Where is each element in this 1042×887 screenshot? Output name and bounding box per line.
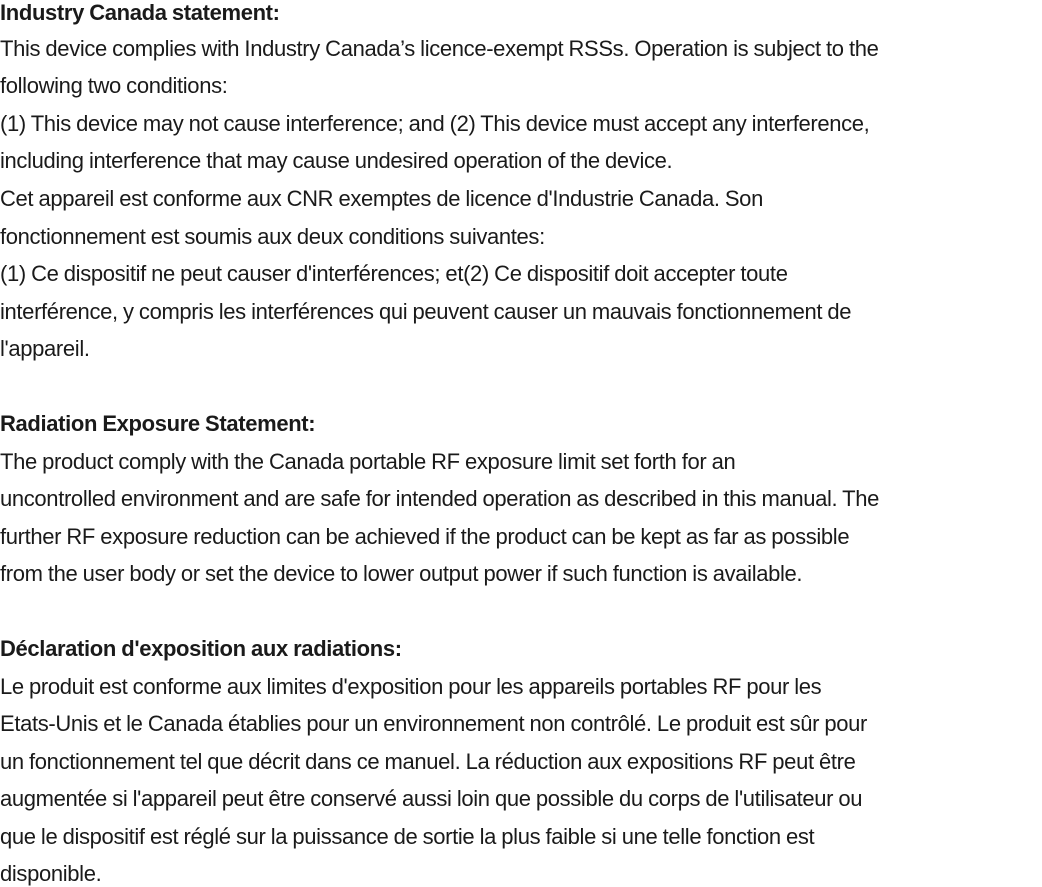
paragraph-line: Le produit est conforme aux limites d'exposition pour les appareils portables RF pour les — [0, 674, 822, 699]
industry-canada-heading: Industry Canada statement: — [0, 0, 280, 25]
paragraph-line: que le dispositif est réglé sur la puissance de sortie la plus faible si une telle fonction est — [0, 824, 815, 849]
paragraph-line: Etats-Unis et le Canada établies pour un environnement non contrôlé. Le produit est sûr pour — [0, 711, 868, 736]
paragraph-line: l'appareil. — [0, 336, 90, 361]
paragraph-line: Cet appareil est conforme aux CNR exemptes de licence d'Industrie Canada. Son — [0, 186, 763, 211]
paragraph-line: (1) This device may not cause interference; and (2) This device must accept any interference, — [0, 111, 870, 136]
paragraph-line: further RF exposure reduction can be achieved if the product can be kept as far as possible — [0, 524, 850, 549]
paragraph-line: from the user body or set the device to lower output power if such function is available. — [0, 561, 803, 586]
paragraph-line: uncontrolled environment and are safe for intended operation as described in this manual. The — [0, 486, 880, 511]
paragraph-line: augmentée si l'appareil peut être conservé aussi loin que possible du corps de l'utilisateur ou — [0, 786, 863, 811]
paragraph-line: interférence, y compris les interférences qui peuvent causer un mauvais fonctionnement de — [0, 299, 852, 324]
paragraph-line: This device complies with Industry Canada’s licence-exempt RSSs. Operation is subject to the — [0, 36, 879, 61]
paragraph-line: fonctionnement est soumis aux deux conditions suivantes: — [0, 224, 545, 249]
radiation-exposure-heading: Radiation Exposure Statement: — [0, 411, 316, 436]
declaration-exposition-heading: Déclaration d'exposition aux radiations: — [0, 636, 402, 661]
paragraph-line: including interference that may cause undesired operation of the device. — [0, 148, 673, 173]
paragraph-line: following two conditions: — [0, 73, 228, 98]
paragraph-line: (1) Ce dispositif ne peut causer d'interférences; et(2) Ce dispositif doit accepter toute — [0, 261, 788, 286]
paragraph-line: un fonctionnement tel que décrit dans ce manuel. La réduction aux expositions RF peut être — [0, 749, 856, 774]
paragraph-line: The product comply with the Canada portable RF exposure limit set forth for an — [0, 449, 736, 474]
paragraph-line: disponible. — [0, 861, 102, 886]
